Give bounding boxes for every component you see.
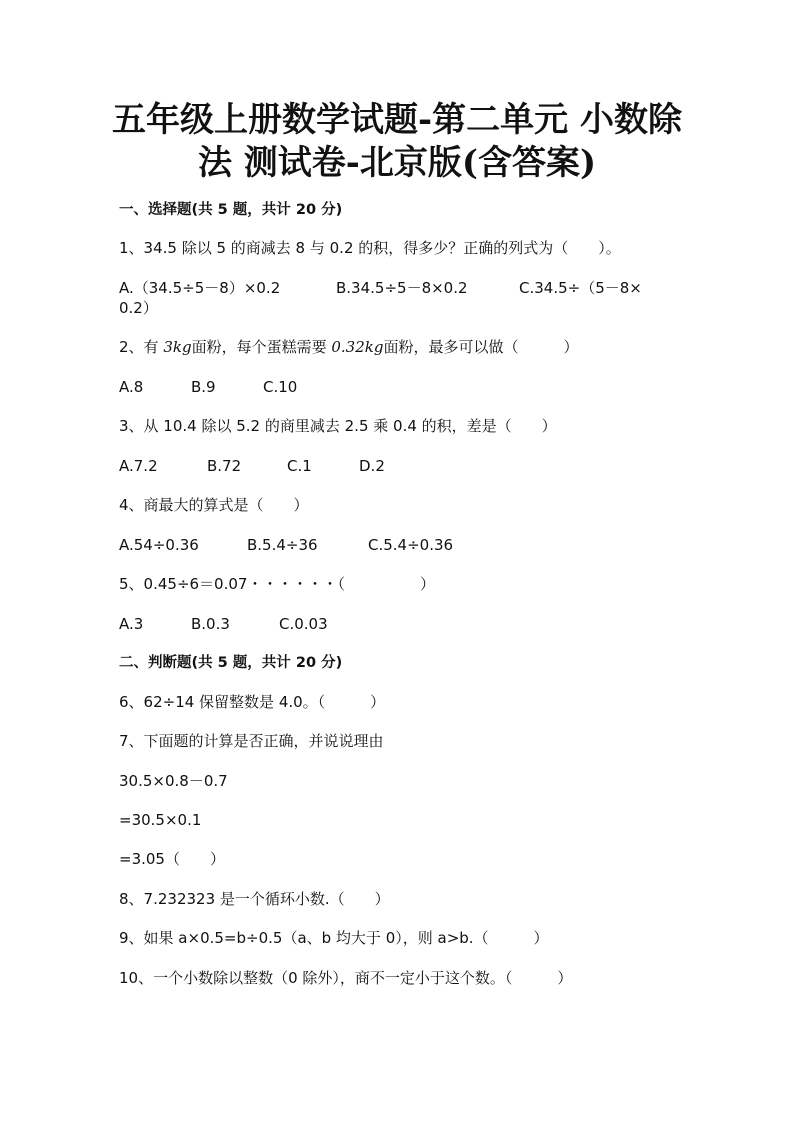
question-7-line-2: =30.5×0.1 (119, 811, 202, 829)
option-a: A.（34.5÷5－8）×0.2 (119, 279, 281, 297)
question-7-line-1: 30.5×0.8－0.7 (119, 772, 228, 790)
question-1-stem: 1、34.5 除以 5 的商减去 8 与 0.2 的积，得多少？正确的列式为（ ）。 (119, 239, 621, 257)
question-8-stem: 8、7.232323 是一个循环小数.（ ） (119, 890, 390, 908)
question-9-stem: 9、如果 a×0.5=b÷0.5（a、b 均大于 0），则 a>b.（ ） (119, 929, 549, 947)
question-3-options (119, 456, 385, 476)
question-2-text-pre: 2、有 (119, 338, 164, 356)
option-b: B.72 (207, 457, 242, 475)
section-header-choice: 一、选择题(共 5 题，共计 20 分) (119, 202, 343, 218)
question-2-text-post: 面粉，最多可以做（ ） (383, 338, 579, 356)
option-b: B.9 (191, 378, 216, 396)
question-2-math-2: 0.32kg (331, 338, 384, 356)
option-a: A.3 (119, 615, 144, 633)
option-a: A.7.2 (119, 457, 158, 475)
question-2-text-mid: 面粉，每个蛋糕需要 (191, 338, 332, 356)
question-5-stem: 5、0.45÷6＝0.07・・・・・・（ ） (119, 575, 435, 593)
question-2-options (119, 377, 297, 397)
question-7-stem: 7、下面题的计算是否正确，并说说理由 (119, 732, 384, 750)
option-b: B.34.5÷5－8×0.2 (336, 279, 468, 297)
option-b: B.0.3 (191, 615, 230, 633)
option-c: C.5.4÷0.36 (368, 536, 454, 554)
option-a: A.8 (119, 378, 144, 396)
document-title-line-2: 法 测试卷-北京版(含答案) (197, 143, 597, 183)
question-2-math-1: 3kg (163, 338, 192, 356)
option-a: A.54÷0.36 (119, 536, 199, 554)
question-4-options (119, 535, 453, 555)
option-c: C.0.03 (279, 615, 328, 633)
question-6-stem: 6、62÷14 保留整数是 4.0。（ ） (119, 693, 386, 711)
option-d: D.2 (359, 457, 385, 475)
option-c: C.34.5÷（5－8× (519, 279, 642, 297)
section-header-judge: 二、判断题(共 5 题，共计 20 分) (119, 655, 343, 671)
option-c: C.10 (263, 378, 298, 396)
question-2-stem (119, 337, 578, 357)
question-5-options (119, 614, 328, 634)
question-4-stem: 4、商最大的算式是（ ） (119, 496, 309, 514)
question-3-stem: 3、从 10.4 除以 5.2 的商里减去 2.5 乘 0.4 的积，差是（ ） (119, 417, 557, 435)
question-7-line-3: =3.05（ ） (119, 850, 225, 868)
question-1-option-c-continued: 0.2） (119, 299, 158, 317)
document-title-line-1: 五年级上册数学试题-第二单元 小数除 (112, 100, 682, 140)
option-b: B.5.4÷36 (247, 536, 318, 554)
question-1-options (119, 278, 642, 298)
question-10-stem: 10、一个小数除以整数（0 除外），商不一定小于这个数。（ ） (119, 969, 573, 987)
option-c: C.1 (287, 457, 312, 475)
